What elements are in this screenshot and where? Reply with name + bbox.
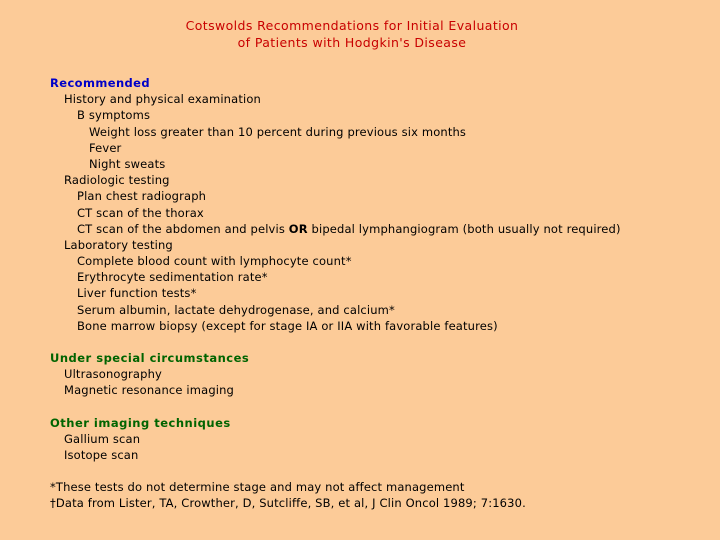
esr-item: Erythrocyte sedimentation rate* [77,270,268,285]
gallium-scan-item: Gallium scan [64,431,141,446]
fever-item: Fever [89,140,122,155]
footnote-source: †Data from Lister, TA, Crowther, D, Sutcliffe, SB, et al, J Clin Oncol 1989; 7:1630. [50,496,526,511]
history-item: History and physical examination [64,92,261,107]
weight-loss-item: Weight loss greater than 10 percent during previous six months [89,124,467,139]
isotope-scan-item: Isotope scan [64,447,139,462]
slide-body [50,75,710,512]
mri-item: Magnetic resonance imaging [64,383,234,398]
ultrasonography-item: Ultrasonography [64,367,162,382]
radiologic-item: Radiologic testing [64,173,170,188]
laboratory-item: Laboratory testing [64,237,173,252]
ct-abdomen-item [50,221,710,237]
serum-item: Serum albumin, lactate dehydrogenase, and calcium* [77,302,395,317]
title-line-2: of Patients with Hodgkin's Disease [237,35,467,50]
recommended-heading: Recommended [50,76,150,90]
spacer [50,463,710,479]
bone-marrow-item: Bone marrow biopsy (except for stage IA or IIA with favorable features) [77,318,498,333]
special-heading: Under special circumstances [50,351,250,365]
other-imaging-heading: Other imaging techniques [50,415,231,430]
spacer [50,334,710,350]
title-line-1: Cotswolds Recommendations for Initial Evaluation [185,18,519,33]
night-sweats-item: Night sweats [89,156,166,171]
spacer [50,399,710,415]
lymphangiogram-text: bipedal lymphangiogram (both usually not required) [307,221,621,236]
chest-radiograph-item: Plan chest radiograph [77,189,207,204]
or-emphasis: OR [288,221,308,236]
slide-title [0,17,704,51]
liver-function-item: Liver function tests* [77,286,197,301]
b-symptoms-item: B symptoms [77,108,151,123]
ct-thorax-item: CT scan of the thorax [77,205,204,220]
ct-abdomen-text: CT scan of the abdomen and pelvis [77,221,289,236]
footnote-tests: *These tests do not determine stage and may not affect management [50,480,465,495]
cbc-item: Complete blood count with lymphocyte count* [77,254,352,269]
